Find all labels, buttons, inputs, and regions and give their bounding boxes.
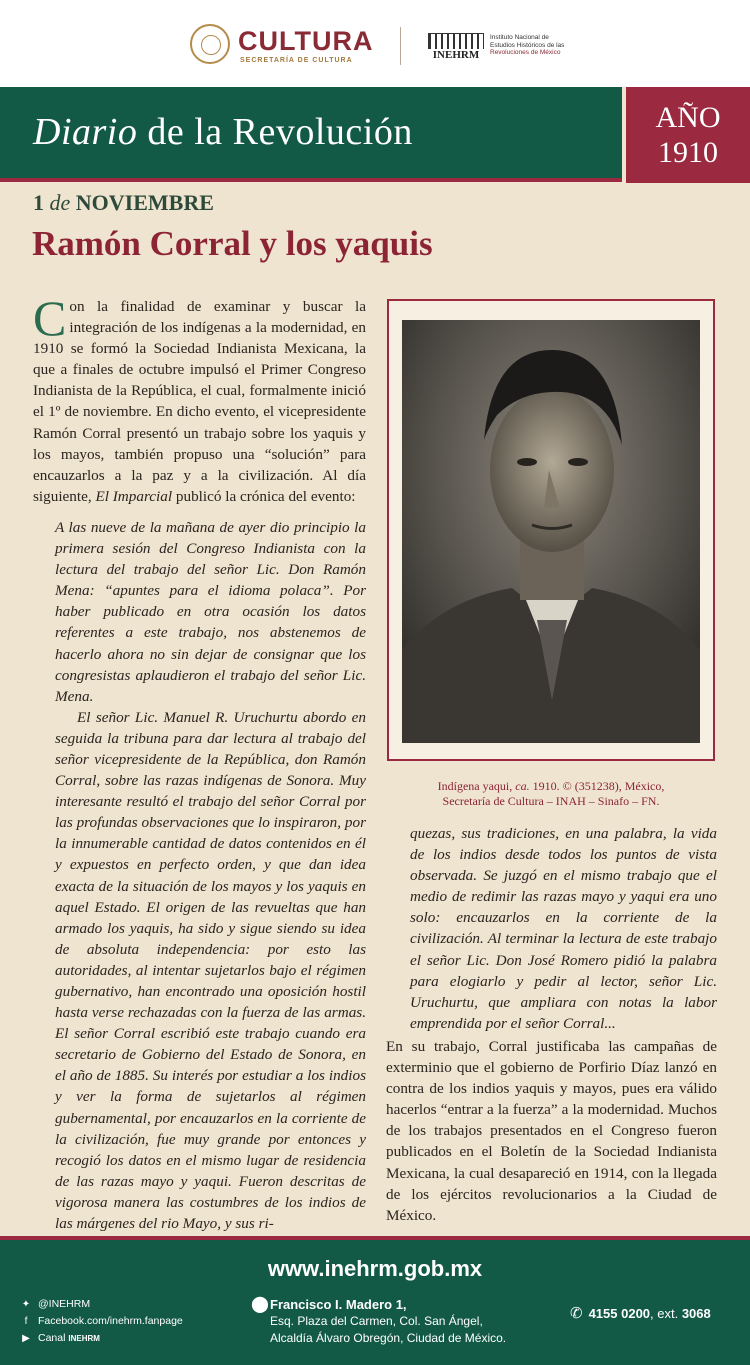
address-line-2: Esq. Plaza del Carmen, Col. San Ángel, (270, 1314, 483, 1328)
address-line-3: Alcaldía Álvaro Obregón, Ciudad de México. (270, 1331, 507, 1345)
social-links (20, 1296, 183, 1347)
intro-text: on la finalidad de examinar y buscar la integración de los indígenas a la modernidad, en 1910 se formó la Sociedad Indianista Mexicana, la que a finales de octubre impulsó el Primer Congreso Indianista de la República, el cual, formalmente inició el 1º de noviembre. En dicho evento, el vicepresidente Ramón Corral presentó un trabajo sobre los yaquis y los mayos, también propuso una “solución” para encauzarlos a la paz y a la civilización. Al día siguiente, (33, 298, 366, 505)
cultura-logo-subtitle: SECRETARÍA DE CULTURA (240, 57, 353, 64)
intro-text-end: publicó la crónica del evento: (172, 487, 356, 505)
phone-ext: 3068 (681, 1306, 711, 1321)
phone-ext-label: , ext. (650, 1306, 682, 1321)
quote-paragraph: quezas, sus tradiciones, en una palabra, la vida de los indios desde todos los puntos de vista observada. Se juzgó en el mismo trabajo que el medio de redimir las razas mayo y yaqui era uno solo: encauzarlos en la corriente de la civilización. Al terminar la lectura de este trabajo el señor Lic. Don José Romero pidió la palabra para elogiarlo y pedir al lector, señor Lic. Uruchurtu, que ampliara con notas la labor emprendida por el señor Corral... (410, 825, 717, 1032)
caption-text: 1910. © (351238), México, (529, 779, 665, 793)
banner-title-rest: de la Revolución (137, 111, 413, 153)
facebook-url: Facebook.com/inehrm.fanpage (38, 1315, 183, 1327)
coat-of-arms-logo (190, 24, 230, 64)
year-label: AÑO (655, 101, 721, 134)
twitter-icon: ✦ (21, 1299, 31, 1310)
address-line-1: Francisco I. Madero 1, (270, 1297, 407, 1312)
year-badge (626, 87, 750, 183)
article-column-right (386, 1036, 717, 1226)
inehrm-logo-text: INEHRM (432, 49, 480, 61)
inehrm-caption-line: Revoluciones de México (490, 49, 561, 56)
website-link[interactable]: www.inehrm.gob.mx (267, 1256, 483, 1281)
youtube-icon: ▶ (22, 1333, 30, 1344)
header-divider (400, 27, 401, 65)
channel-name: INEHRM (68, 1334, 100, 1343)
date-day: 1 (33, 190, 44, 215)
quote-paragraph: El señor Lic. Manuel R. Uruchurtu abordo en seguida la tribuna para dar lectura al trabajo del señor vicepresidente de la República, don Ramón Corral, sobre las razas indígenas de Sonora. Muy interesante resultó el trabajo del señor Corral por las profundas observaciones que lo inspiraron, por la innumerable cantidad de datos contenidos en él y expuestos en perfecto orden, y que dan idea exacta de la situación de los mayos y los yaquis en aquel Estado. El origen de las revueltas que han armado los yaquis, ha sido y sigue siendo su idea de absoluta independencia: por esto las autoridades, al intentar sujetarlos bajo el régimen gubernativo, han encontrado una oposición hostil hasta verse rechazadas con la fuerza de las armas. El señor Corral escribió este trabajo cuando era secretario de Gobierno del Estado de Sonora, en el año de 1885. Su interés por estudiar a los indios y ver la forma de sujetarlos al régimen gubernamental, por encauzarlos en la corriente de la civilización, fue muy grande por entonces y recogió los datos en el mismo lugar de residencia de las razas mayo y yaqui. Fueron descritas de vigorosa manera las costumbres de los indios de las márgenes del rio Mayo, y sus ri- (55, 708, 366, 1233)
banner-title-italic: Diario (33, 111, 138, 153)
intro-paragraph (33, 290, 366, 507)
inehrm-building-icon (428, 33, 484, 49)
date-month: NOVIEMBRE (75, 190, 214, 215)
article-date (33, 190, 214, 216)
yaqui-portrait-photo (402, 320, 700, 743)
article-column-right-quote (410, 823, 717, 1034)
facebook-icon: f (24, 1316, 28, 1327)
banner-rule (0, 178, 622, 182)
closing-paragraph: En su trabajo, Corral justificaba las campañas de exterminio que el gobierno de Porfirio Díaz lanzó en contra de los indios yaquis y mayos, pues era válido hacerlos “entrar a la fuerza” a la modernidad. Muchos de los trabajos presentados en el Congreso fueron publicados en el Boletín de la Sociedad Indianista Mexicana, la cual desapareció en 1914, con la llegada de los ejércitos revolucionarios a la Ciudad de México. (386, 1038, 717, 1224)
phone-block[interactable] (570, 1304, 711, 1322)
photo-caption (387, 779, 715, 809)
banner-title (33, 110, 413, 154)
youtube-link[interactable] (20, 1330, 183, 1347)
header-bar (0, 0, 750, 87)
inehrm-logo-caption (490, 34, 564, 57)
inehrm-caption-line: Estudios Históricos de las (490, 41, 565, 49)
drop-cap: C (33, 290, 67, 346)
channel-label: Canal (38, 1332, 69, 1344)
facebook-link[interactable] (20, 1313, 183, 1330)
phone-number: 4155 0200 (588, 1306, 651, 1321)
caption-text: Indígena yaqui, (437, 779, 516, 793)
quote-paragraph: A las nueve de la mañana de ayer dio principio la primera sesión del Congreso Indianista con la lectura del trabajo del señor Lic. Don Ramón Mena: “apuntes para el idioma polaca”. Por haber publicado en otra ocasión los datos referentes a este trabajo, nos abstenemos de hacerlo ahora no sin dejar de consignar que los congresistas aplaudieron el trabajo del señor Lic. Mena. (55, 518, 366, 705)
cultura-logo-text: CULTURA (238, 26, 374, 56)
location-pin-icon: ⬤ (251, 1296, 269, 1313)
caption-ca: ca. (515, 779, 530, 793)
footer (0, 1240, 750, 1365)
newspaper-name: El Imparcial (95, 487, 173, 505)
twitter-link[interactable] (20, 1296, 183, 1313)
date-de: de (49, 190, 71, 215)
address-block (251, 1296, 506, 1347)
caption-line-2: Secretaría de Cultura – INAH – Sinafo – FN. (442, 794, 660, 808)
phone-icon: ✆ (570, 1305, 583, 1322)
article-headline: Ramón Corral y los yaquis (32, 224, 433, 263)
article-column-left (33, 290, 366, 1234)
twitter-handle: @INEHRM (38, 1298, 91, 1310)
year-value: 1910 (658, 136, 718, 169)
caption-line-1 (387, 779, 715, 794)
inehrm-caption-line: Instituto Nacional de (490, 34, 549, 41)
